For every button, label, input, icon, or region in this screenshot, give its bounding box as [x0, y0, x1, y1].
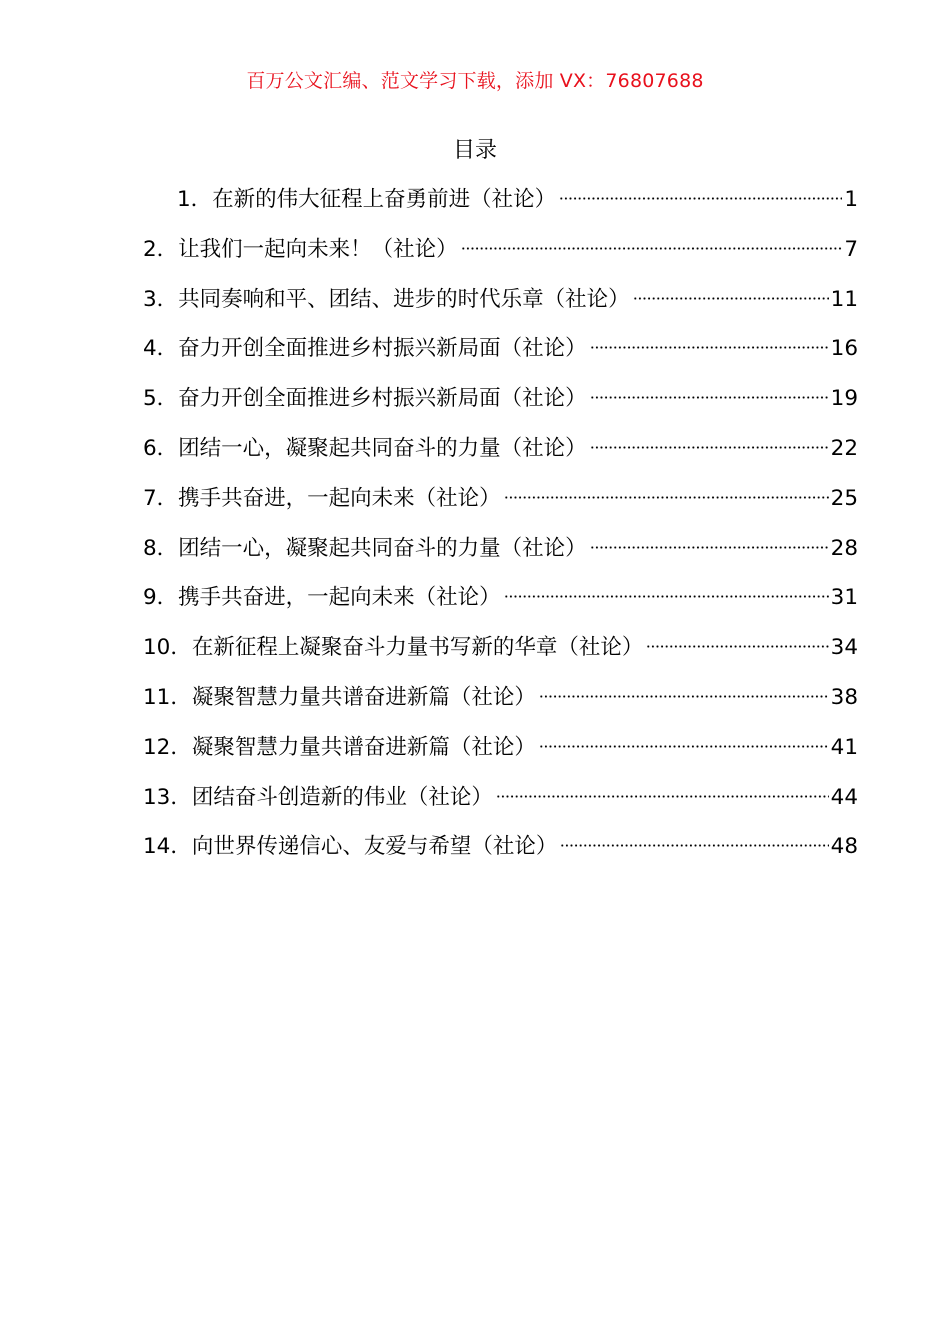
header-banner: 百万公文汇编、范文学习下载，添加 VX：76807688: [246, 70, 704, 92]
toc-entry[interactable]: [143, 632, 858, 682]
toc-entry-text: 8．团结一心，凝聚起共同奋斗的力量（社论）: [143, 535, 587, 561]
toc-entry-text: 9．携手共奋进，一起向未来（社论）: [143, 585, 501, 611]
toc-entry[interactable]: [143, 682, 858, 732]
dot-leader: [590, 346, 829, 349]
toc-entry-text: 1．在新的伟大征程上奋勇前进（社论）: [177, 187, 557, 212]
toc-entry[interactable]: [143, 333, 858, 383]
toc-title: 目录: [452, 138, 497, 163]
toc-entry[interactable]: [143, 433, 858, 483]
dot-leader: [496, 795, 829, 798]
dot-leader: [633, 297, 829, 300]
dot-leader: [504, 496, 829, 499]
toc-page-number: 48: [830, 834, 858, 860]
dot-leader: [590, 546, 829, 549]
toc-page-number: 44: [830, 784, 858, 810]
toc-entry-text: 4．奋力开创全面推进乡村振兴新局面（社论）: [143, 336, 587, 362]
dot-leader: [560, 844, 828, 847]
toc-entry[interactable]: [143, 234, 858, 284]
toc-page-number: 28: [830, 535, 858, 561]
toc-page-number: 11: [830, 286, 858, 312]
toc-entry[interactable]: [143, 184, 858, 234]
toc-page-number: 34: [830, 635, 858, 661]
toc-page-number: 22: [830, 435, 858, 461]
dot-leader: [504, 595, 829, 598]
toc-entry-text: 14．向世界传递信心、友爱与希望（社论）: [143, 834, 558, 860]
toc-entry-text: 6．团结一心，凝聚起共同奋斗的力量（社论）: [143, 435, 587, 461]
dot-leader: [559, 197, 842, 200]
toc-entry[interactable]: [143, 284, 858, 334]
toc-page-number: 16: [830, 336, 858, 362]
toc-entry-text: 7．携手共奋进，一起向未来（社论）: [143, 485, 501, 511]
toc-entry-text: 13．团结奋斗创造新的伟业（社论）: [143, 784, 493, 810]
toc-entry-text: 12．凝聚智慧力量共谱奋进新篇（社论）: [143, 734, 536, 760]
dot-leader: [539, 695, 829, 698]
dot-leader: [539, 745, 829, 748]
toc-page-number: 38: [830, 684, 858, 710]
toc-entry-text: 10．在新征程上凝聚奋斗力量书写新的华章（社论）: [143, 635, 644, 661]
dot-leader: [461, 247, 843, 250]
toc-entry[interactable]: [143, 732, 858, 782]
dot-leader: [646, 645, 828, 648]
toc-entry-text: 11．凝聚智慧力量共谱奋进新篇（社论）: [143, 684, 536, 710]
toc-entry[interactable]: [143, 483, 858, 533]
toc-entry-text: 5．奋力开创全面推进乡村振兴新局面（社论）: [143, 386, 587, 412]
dot-leader: [590, 396, 829, 399]
toc-page-number: 25: [830, 485, 858, 511]
toc-page-number: 1: [844, 187, 858, 212]
toc-entry-text: 2．让我们一起向未来！（社论）: [143, 236, 458, 262]
toc-entry[interactable]: [143, 383, 858, 433]
toc-page-number: 31: [830, 585, 858, 611]
toc-entry[interactable]: [143, 533, 858, 583]
toc-page-number: 19: [830, 386, 858, 412]
toc-entry[interactable]: [143, 782, 858, 832]
toc-entry-text: 3．共同奏响和平、团结、进步的时代乐章（社论）: [143, 286, 630, 312]
toc-page-number: 41: [830, 734, 858, 760]
toc-page-number: 7: [844, 236, 858, 262]
toc-list: [143, 184, 858, 881]
dot-leader: [590, 446, 829, 449]
toc-entry[interactable]: [143, 582, 858, 632]
toc-entry[interactable]: [143, 831, 858, 881]
